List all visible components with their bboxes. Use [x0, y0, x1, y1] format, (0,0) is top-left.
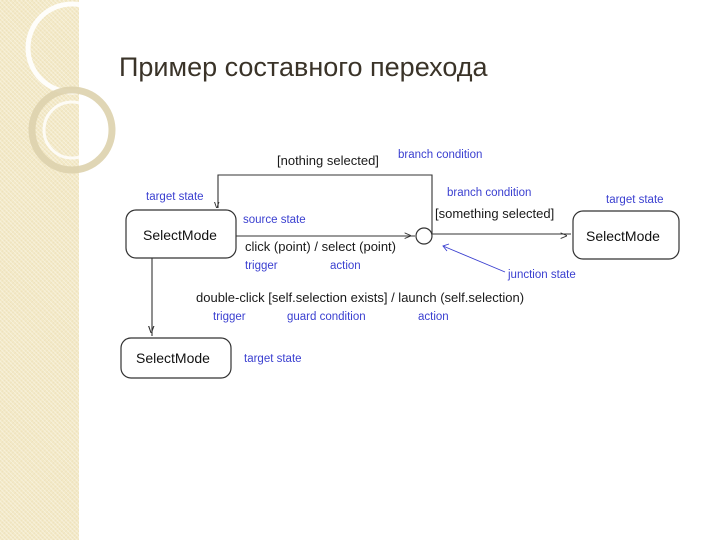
- annotation-action-1: action: [330, 260, 361, 272]
- something-selected-guard: [something selected]: [435, 206, 555, 221]
- nothing-selected-guard: [nothing selected]: [277, 153, 379, 168]
- arrow-head-bottom: v: [148, 321, 155, 336]
- click-select-transition: click (point) / select (point): [245, 239, 396, 254]
- double-click-transition: double-click [self.selection exists] / launch (self.selection): [196, 290, 525, 305]
- state-label-source: SelectMode: [143, 227, 217, 243]
- annotation-junction-state: junction state: [508, 269, 576, 281]
- junction-pointer: [443, 246, 505, 272]
- annotation-target-state-right: target state: [606, 194, 664, 206]
- annotation-branch-condition-top: branch condition: [398, 149, 483, 161]
- annotation-action-2: action: [418, 311, 449, 323]
- annotation-guard-condition: guard condition: [287, 311, 366, 323]
- arrow-head-junction: >: [404, 228, 412, 243]
- annotation-trigger-2: trigger: [213, 311, 246, 323]
- annotation-target-state-bottom: target state: [244, 353, 302, 365]
- annotation-source-state: source state: [243, 214, 306, 226]
- arrow-head-right: >: [560, 228, 568, 243]
- state-label-right: SelectMode: [586, 228, 660, 244]
- arrow-head-left: v: [214, 199, 220, 211]
- junction-state: [416, 228, 432, 244]
- slide-title: Пример составного перехода: [119, 52, 488, 82]
- annotation-target-state-left: target state: [146, 191, 204, 203]
- annotation-branch-condition-right: branch condition: [447, 187, 532, 199]
- state-label-bottom: SelectMode: [136, 350, 210, 366]
- annotation-trigger-1: trigger: [245, 260, 278, 272]
